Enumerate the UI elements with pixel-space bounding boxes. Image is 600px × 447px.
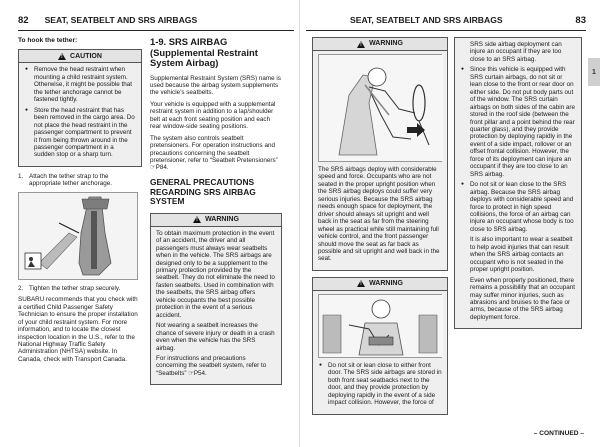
warning-box-2 [312, 277, 448, 415]
right-page-title: SEAT, SEATBELT AND SRS AIRBAGS [350, 15, 503, 25]
warning-paragraph: Even when properly positioned, there remains a possibility that an occupant may suffer minor injuries, such as abrasions and bruises to the face or arms, because of the SRS airbag deployment force. [470, 276, 576, 321]
warning-paragraph: Not wearing a seatbelt increases the chance of severe injury or death in a crash even when the vehicle has the SRS airbag. [156, 322, 275, 352]
left-page-header [18, 12, 290, 28]
warning-paragraph: To obtain maximum protection in the event of an accident, the driver and all passengers must always wear seatbelts when in the vehicle. The SRS airbags are designed only to be a supplement to the primary protection provided by the seatbelt. They do not eliminate the need to fasten seatbelts. Used in combination with the seatbelts, the SRS airbag offers vehicle occupants the best possible protection in the event of a serious accident. [156, 229, 275, 319]
side-door-illustration [318, 294, 442, 358]
caution-item: ● Remove the head restraint when mounting a child restraint system. Otherwise, it might be possible that the tether anchorage cannot be fastened tightly. [24, 66, 136, 103]
chapter-tab: 1 [588, 58, 600, 86]
step-item [18, 173, 142, 188]
warning-title: WARNING [205, 215, 239, 223]
warning-paragraph: For instructions and precautions concerning the seatbelt system, refer to “Seatbelts” ☞P54. [156, 354, 267, 377]
continued-warning-box [454, 37, 582, 329]
continued-footer: – CONTINUED – [533, 430, 584, 437]
warning-title: WARNING [369, 280, 403, 288]
tether-illustration [18, 192, 138, 280]
warning-item: ● Do not sit or lean close to either front door. The SRS side airbags are stored in both front seat seatbacks next to the door, and they provide protection by deploying rapidly in the event of a side impact collision. However, the force of [318, 362, 442, 407]
srs-paragraph: Supplemental Restraint System (SRS) name is used because the airbag system supplements the vehicle’s seatbelts. [150, 74, 281, 97]
right-header-rule [306, 30, 586, 31]
general-warning-box [150, 213, 282, 386]
left-page-title: SEAT, SEATBELT AND SRS AIRBAGS [44, 15, 198, 25]
right-page [300, 0, 600, 447]
warning-item: ● Do not sit or lean close to the SRS airbag. Because the SRS airbag deploys with considerable speed and force to protect in high speed collisions, the force of an airbag can injure an occupant whose body is too close to SRS airbag. [460, 181, 576, 233]
left-header-rule [18, 30, 294, 31]
right-col-1 [312, 37, 448, 421]
warning-triangle-icon [357, 41, 365, 48]
driver-position-illustration [318, 54, 442, 162]
warning-paragraph: The SRS airbags deploy with considerable speed and force. Occupants who are not seated in the proper upright position when the SRS airbag deploys could suffer very serious injuries. Because the SRS airbag needs enough space for deployment, the driver should always sit upright and well back in the seat as far from the steering wheel as practical while still maintaining full vehicle control, and the front passenger should move the seat as far back as possible and sit upright and well back in the seat. [318, 166, 440, 263]
warning-triangle-icon [357, 280, 365, 287]
srs-section-title: 1-9. SRS AIRBAG (Supplemental Restraint System Airbag) [150, 36, 258, 68]
step-text: Attach the tether strap to the appropriate tether anchorage. [29, 172, 112, 188]
warning-header [313, 38, 447, 51]
left-col-1 [18, 37, 142, 367]
step-item [18, 285, 142, 292]
left-col-2 [150, 37, 282, 391]
right-page-header [350, 12, 586, 28]
step-number: 2. [18, 284, 24, 292]
warning-triangle-icon [58, 53, 66, 60]
caution-item: ● Store the head restraint that has been removed in the cargo area. Do not place the head restraint in the passenger compartment to prevent it from being thrown around in the passenger compartment in a sudden stop or a sharp turn. [24, 107, 136, 159]
general-precautions-title: GENERAL PRECAUTIONS REGARDING SRS AIRBAG SYSTEM [150, 176, 256, 207]
warning-title: WARNING [369, 40, 403, 48]
left-page-number: 82 [18, 14, 29, 26]
warning-paragraph: It is also important to wear a seatbelt to help avoid injuries that can result when the SRS airbag contacts an occupant who is not seated in the proper upright position. [470, 236, 573, 274]
right-col-2 [454, 37, 582, 335]
step-text: Tighten the tether strap securely. [29, 284, 121, 292]
caution-header [19, 50, 141, 63]
warning-triangle-icon [193, 216, 201, 223]
warning-item: ● Since this vehicle is equipped with SRS curtain airbags, do not sit or lean close to the front or rear door on either side. Do not put body parts out of the window. The SRS curtain airbags on both sides of the cabin are stored in the roof side (between the front pillar and a point behind the rear quarter glass), and they provide protection by deploying rapidly in the event of a side impact, rollover or an offset frontal collision. However, the force of its deployment can injure an occupant if they are too close to an SRS airbag. [460, 66, 576, 178]
tether-subheading: To hook the tether: [18, 37, 78, 44]
inspection-paragraph: SUBARU recommends that you check with a certified Child Passenger Safety Technician to ensure the proper installation of your child restraint system. For more information, and to locate the closest inspection location in the U.S., refer to the National Highway Traffic Safety Administration (NHTSA) website. In Canada, check with Transport Canada. [18, 296, 138, 363]
warning-header [151, 214, 281, 227]
step-number: 1. [18, 172, 24, 180]
warning-header [313, 278, 447, 291]
warning-box-1 [312, 37, 448, 271]
right-page-number: 83 [575, 14, 586, 26]
srs-paragraph: The system also controls seatbelt pretensioners. For operation instructions and precautions concerning the seatbelt pretensioner, refer to “Seatbelt Pretensioners” ☞P84. [150, 134, 278, 172]
srs-paragraph: Your vehicle is equipped with a supplemental restraint system in addition to a lap/shoulder belt at each front seating position and each rear window-side seating positions. [150, 100, 276, 131]
continued-text: SRS side airbag deployment can injure an occupant if they are too close to an SRS airbag. [470, 41, 562, 63]
caution-box [18, 49, 142, 166]
caution-title: CAUTION [70, 52, 102, 60]
